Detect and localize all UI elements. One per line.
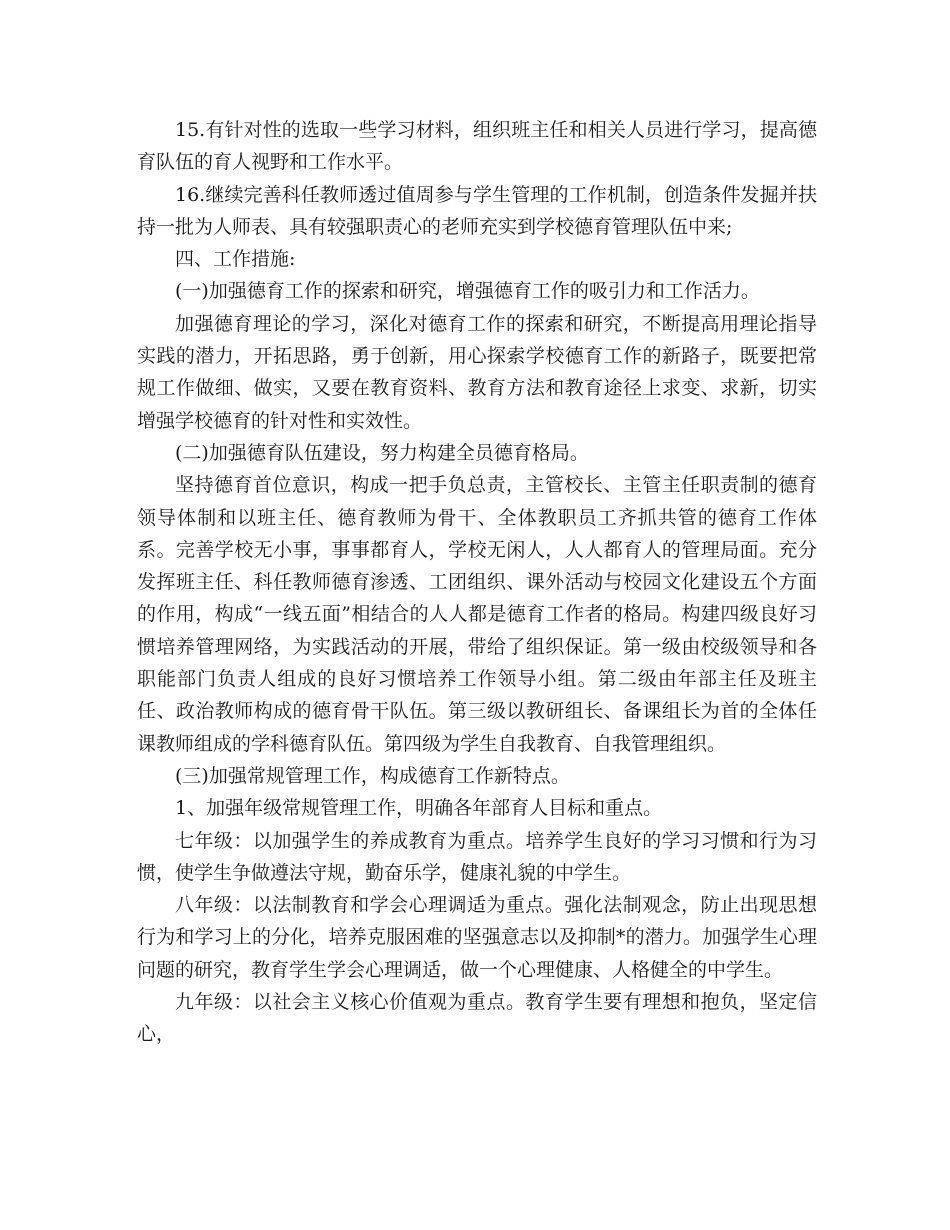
subheading-3: (三)加强常规管理工作，构成德育工作新特点。 xyxy=(175,764,570,787)
document-body xyxy=(137,114,817,1051)
paragraph-grade-8: 八年级：以法制教育和学会心理调适为重点。强化法制观念，防止出现思想行为和学习上的分化，培养克服困难的坚强意志以及抑制*的潜力。加强学生心理问题的研究，教育学生学会心理调适，做一个心理健康、人格健全的中学生。 xyxy=(137,894,817,981)
paragraph-grade-management: 1、加强年级常规管理工作，明确各年部育人目标和重点。 xyxy=(175,797,663,820)
paragraph-item-15: 15.有针对性的选取一些学习材料，组织班主任和相关人员进行学习，提高德育队伍的育人视野和工作水平。 xyxy=(137,119,817,174)
subheading-1: (一)加强德育工作的探索和研究，增强德育工作的吸引力和工作活力。 xyxy=(175,280,760,303)
paragraph-grade-7: 七年级：以加强学生的养成教育为重点。培养学生良好的学习习惯和行为习惯，使学生争做遵法守规，勤奋乐学，健康礼貌的中学生。 xyxy=(137,829,817,884)
paragraph-item-16: 16.继续完善科任教师透过值周参与学生管理的工作机制，创造条件发掘并扶持一批为人师表、具有较强职责心的老师充实到学校德育管理队伍中来; xyxy=(137,183,817,238)
paragraph-team-building: 坚持德育首位意识，构成一把手负总责，主管校长、主管主任职责制的德育领导体制和以班主任、德育教师为骨干、全体教职员工齐抓共管的德育工作体系。完善学校无小事，事事都育人，学校无闲人，人人都育人的管理局面。充分发挥班主任、科任教师德育渗透、工团组织、课外活动与校园文化建设五个方面的作用，构成“一线五面”相结合的人人都是德育工作者的格局。构建四级良好习惯培养管理网络，为实践活动的开展，带给了组织保证。第一级由校级领导和各职能部门负责人组成的良好习惯培养工作领导小组。第二级由年部主任及班主任、政治教师构成的德育骨干队伍。第三级以教研组长、备课组长为首的全体任课教师组成的学科德育队伍。第四级为学生自我教育、自我管理组织。 xyxy=(137,474,817,755)
paragraph-grade-9: 九年级：以社会主义核心价值观为重点。教育学生要有理想和抱负，坚定信心， xyxy=(137,991,817,1046)
section-heading-measures: 四、工作措施: xyxy=(175,248,296,271)
subheading-2: (二)加强德育队伍建设，努力构建全员德育格局。 xyxy=(175,441,589,464)
paragraph-theory: 加强德育理论的学习，深化对德育工作的探索和研究，不断提高用理论指导实践的潜力，开拓思路，勇于创新，用心探索学校德育工作的新路子，既要把常规工作做细、做实，又要在教育资料、教育方法和教育途径上求变、求新，切实增强学校德育的针对性和实效性。 xyxy=(137,312,817,432)
